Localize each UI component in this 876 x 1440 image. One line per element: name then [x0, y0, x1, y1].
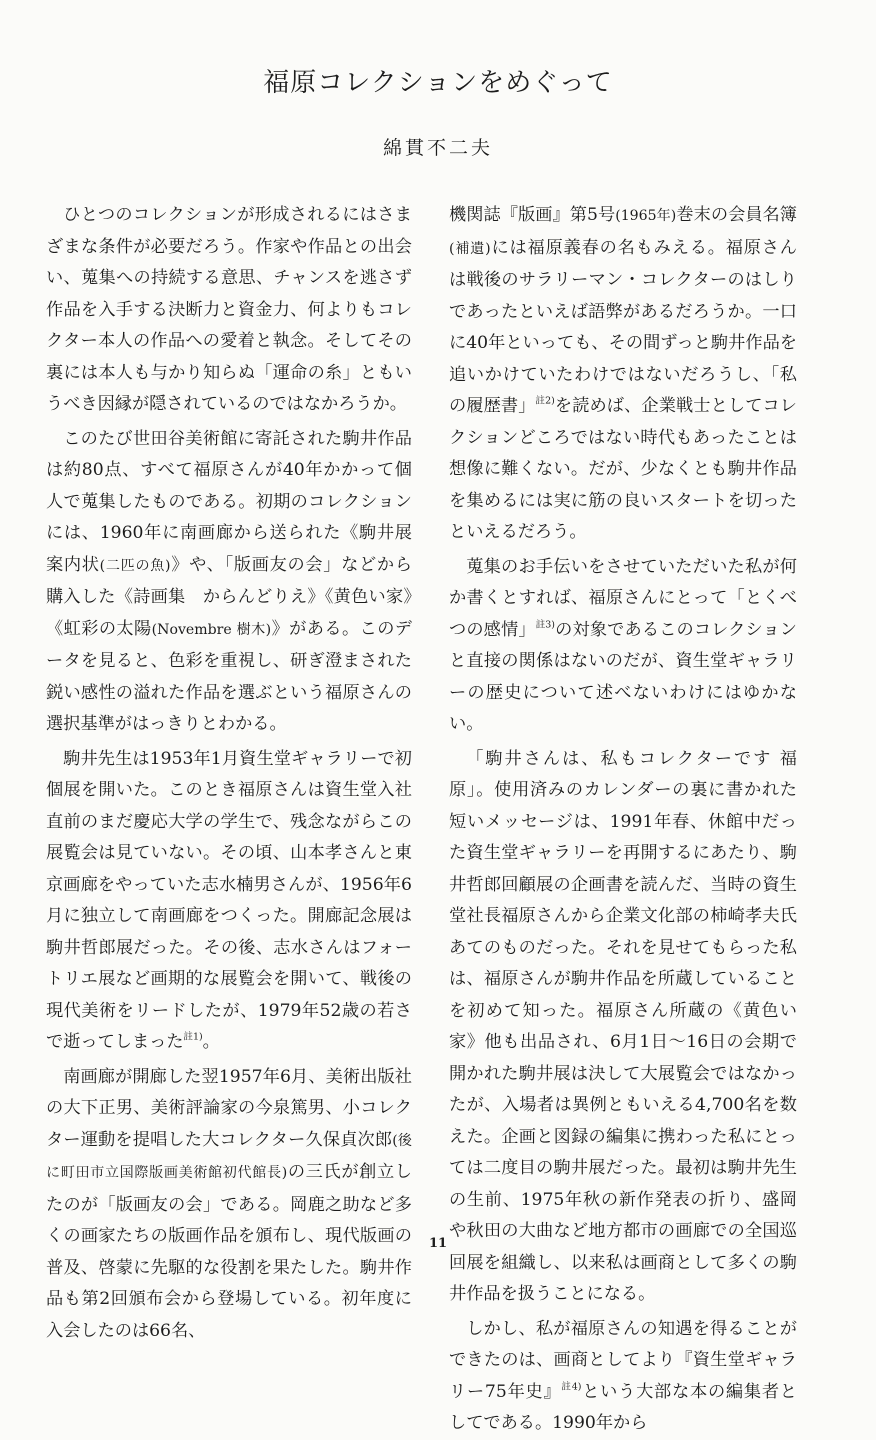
- paragraph-text: という大部な本の編集者としてである。1990年から: [449, 1381, 797, 1433]
- footnote-ref: 註2): [535, 395, 555, 407]
- paragraph-text: を読めば、企業戦士としてコレクションどころではない時代もあったことは想像に難くない。だが、少なくとも駒井作品を集めるには実に筋の良いスタートを切ったといえるだろう。: [449, 396, 797, 542]
- paragraph-text: 巻末の会員名簿: [676, 205, 797, 225]
- paragraph-text: には福原義春の名もみえる。福原さんは戦後のサラリーマン・コレクターのはしりであったといえば語弊があるだろうか。一口に40年といっても、その間ずっと駒井作品を追いかけていたわけではないだろうし、「私の履歴書」: [449, 237, 797, 416]
- paragraph: [46, 1062, 412, 1348]
- inline-note: (後に町田市立国際版画美術館初代館長): [46, 1132, 412, 1181]
- inline-note: (二匹の魚): [99, 557, 171, 574]
- paragraph: [449, 744, 797, 1311]
- paragraph-text: の対象であるこのコレクションと直接の関係はないのだが、資生堂ギャラリーの歴史について述べないわけにはゆかない。: [449, 619, 797, 734]
- inline-note: (1965年): [615, 208, 677, 224]
- left-column: [46, 200, 412, 1347]
- paragraph-text: このたび世田谷美術館に寄託された駒井作品は約80点、すべて福原さんが40年かかって個人で蒐集したものである。初期のコレクションには、1960年に南画廊から送られた《駒井展案内状: [46, 428, 412, 575]
- footnote-ref: 註4): [561, 1380, 582, 1392]
- paragraph-text: 機関誌『版画』第5号: [449, 205, 616, 225]
- author-name: 綿貫不二夫: [382, 137, 493, 159]
- article-title: 福原コレクションをめぐって: [263, 68, 613, 98]
- right-column: [449, 200, 797, 1440]
- paragraph-text: 》や、「版画友の会」などから購入した《詩画集 からんどりえ》《黄色い家》《虹彩の太陽: [46, 554, 413, 639]
- paragraph-text: ひとつのコレクションが形成されるにはさまざまな条件が必要だろう。作家や作品との出会い、蒐集への持続する意思、チャンスを逃さず作品を入手する決断力と資金力、何よりもコレクター本人の作品への愛着と執念。そしてその裏には本人も与かり知らぬ「運命の糸」ともいうべき因縁が隠されているのではなかろうか。: [46, 205, 412, 414]
- page-number: 11: [428, 1236, 448, 1251]
- inline-note: (補遺): [449, 240, 491, 257]
- paragraph: [46, 200, 412, 421]
- paragraph: [449, 1314, 797, 1440]
- paragraph: [46, 744, 412, 1059]
- paragraph-text: の三氏が創立したのが「版画友の会」である。岡鹿之助など多くの画家たちの版画作品を頒布し、現代版画の普及、啓蒙に先駆的な役割を果たした。駒井作品も第2回頒布会から登場している。初年度に入会したのは66名、: [46, 1162, 412, 1341]
- footnote-ref: 註1): [183, 1031, 203, 1043]
- footnote-ref: 註3): [535, 618, 555, 630]
- paragraph: [46, 424, 412, 741]
- paragraph-text: 。: [202, 1032, 220, 1052]
- paragraph-text: 「駒井さんは、私もコレクターです 福原」。使用済みのカレンダーの裏に書かれた短いメッセージは、1991年春、休館中だった資生堂ギャラリーを再開するにあたり、駒井哲郎回顧展の企画書を読んだ、当時の資生堂社長福原さんから企業文化部の柿崎孝夫氏あてのものだった。それを見せてもらった私は、福原さんが駒井作品を所蔵していることを初めて知った。福原さん所蔵の《黄色い家》他も出品され、6月1日〜16日の会期で開かれた駒井展は決して大展覧会ではなかったが、入場者は異例ともいえる4,700名を数えた。企画と図録の編集に携わった私にとっては二度目の駒井展だった。最初は駒井先生の生前、1975年秋の新作発表の折り、盛岡や秋田の大曲など地方都市の画廊での全国巡回展を組織し、以来私は画商として多くの駒井作品を扱うことになる。: [449, 748, 797, 1304]
- paragraph-text: しかし、私が福原さんの知遇を得ることができたのは、画商としてより『資生堂ギャラリー75年史』: [449, 1318, 797, 1402]
- paragraph-text: 》がある。このデータを見ると、色彩を重視し、研ぎ澄まされた鋭い感性の溢れた作品を選ぶという福原さんの選択基準がはっきりとわかる。: [46, 618, 412, 734]
- paragraph-text: 駒井先生は1953年1月資生堂ギャラリーで初個展を開いた。このとき福原さんは資生堂入社直前のまだ慶応大学の学生で、残念ながらこの展覧会は見ていない。その頃、山本孝さんと東京画廊をやっていた志水楠男さんが、1956年6月に独立して南画廊をつくった。開廊記念展は駒井哲郎展だった。その後、志水さんはフォートリエ展など画期的な展覧会を開いて、戦後の現代美術をリードしたが、1979年52歳の若さで逝ってしまった: [46, 748, 412, 1052]
- inline-note: (Novembre 樹木): [151, 621, 272, 638]
- paragraph: [449, 552, 797, 741]
- paragraph-text: 蒐集のお手伝いをさせていただいた私が何か書くとすれば、福原さんにとって「とくべつの感情」: [449, 556, 797, 640]
- paragraph-text: 南画廊が開廊した翌1957年6月、美術出版社の大下正男、美術評論家の今泉篤男、小コレクター運動を提唱した大コレクター久保貞次郎: [46, 1066, 412, 1150]
- paragraph: [449, 200, 797, 549]
